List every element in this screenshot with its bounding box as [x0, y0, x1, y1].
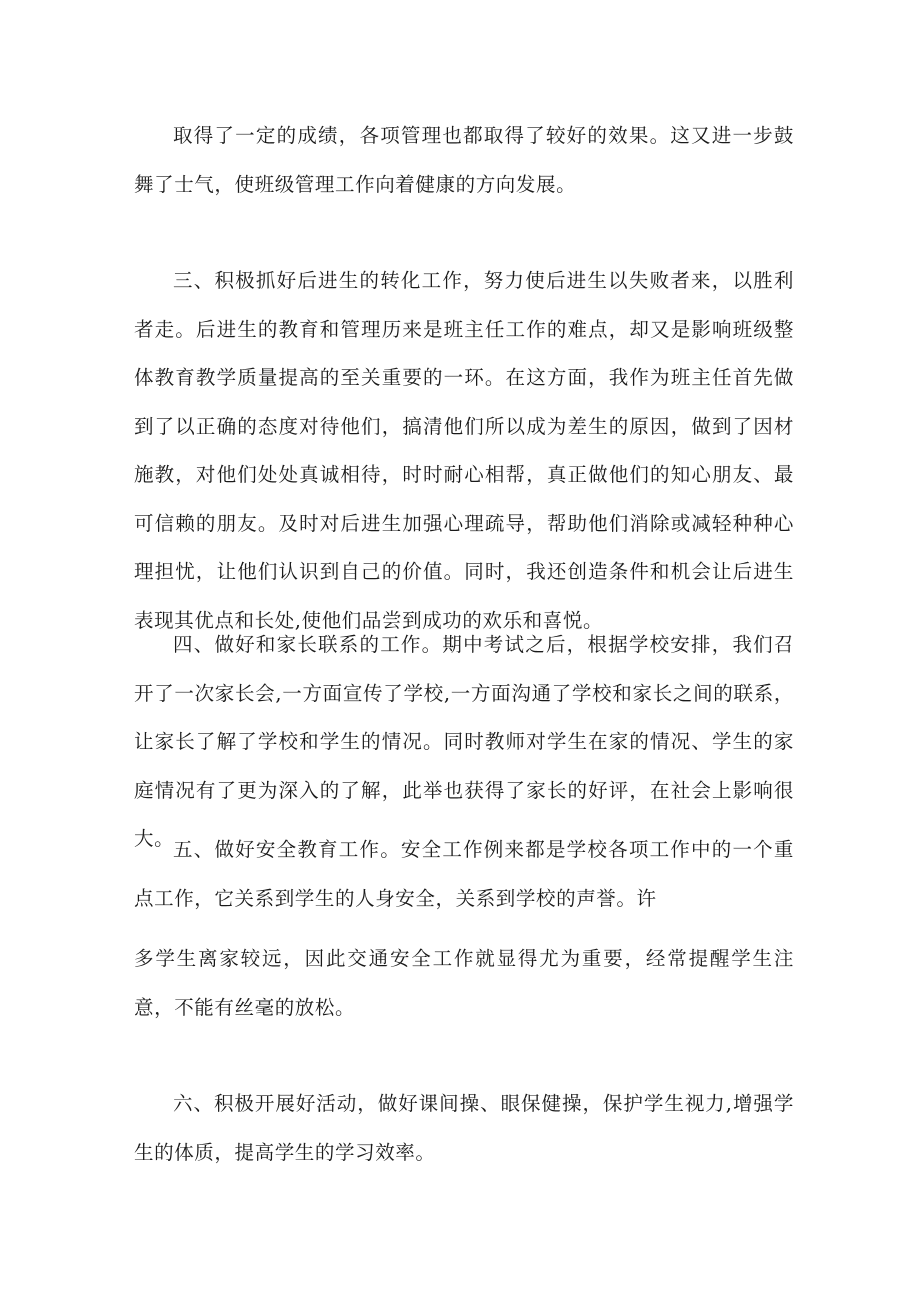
- paragraph-2: 三、积极抓好后进生的转化工作，努力使后进生以失败者来，以胜利者走。后进生的教育和管理历来是班主任工作的难点，却又是影响班级整体教育教学质量提高的至关重要的一环。在这方面，我作为班主任首先做到了以正确的态度对待他们，搞清他们所以成为差生的原因，做到了因材施教，对他们处处真诚相待，时时耐心相帮，真正做他们的知心朋友、最可信赖的朋友。及时对后进生加强心理疏导，帮助他们消除或减轻种种心理担忧，让他们认识到自己的价值。同时，我还创造条件和机会让后进生表现其优点和长处,使他们品尝到成功的欢乐和喜悦。: [134, 269, 794, 632]
- paragraph-3: 四、做好和家长联系的工作。期中考试之后，根据学校安排，我们召开了一次家长会,一方面宣传了学校,一方面沟通了学校和家长之间的联系，让家长了解了学校和学生的情况。同时教师对学生在家的情况、学生的家庭情况有了更为深入的了解，此举也获得了家长的好评，在社会上影响很大。: [134, 633, 794, 850]
- paragraph-4: 五、做好安全教育工作。安全工作例来都是学校各项工作中的一个重点工作，它关系到学生的人身安全，关系到学校的声誉。许: [134, 838, 794, 910]
- paragraph-6: 六、积极开展好活动，做好课间操、眼保健操，保护学生视力,增强学生的体质，提高学生的学习效率。: [134, 1092, 794, 1164]
- paragraph-1: 取得了一定的成绩，各项管理也都取得了较好的效果。这又进一步鼓舞了士气，使班级管理工作向着健康的方向发展。: [134, 124, 794, 196]
- paragraph-5: 多学生离家较远，因此交通安全工作就显得尤为重要，经常提醒学生注意，不能有丝毫的放松。: [134, 947, 794, 1019]
